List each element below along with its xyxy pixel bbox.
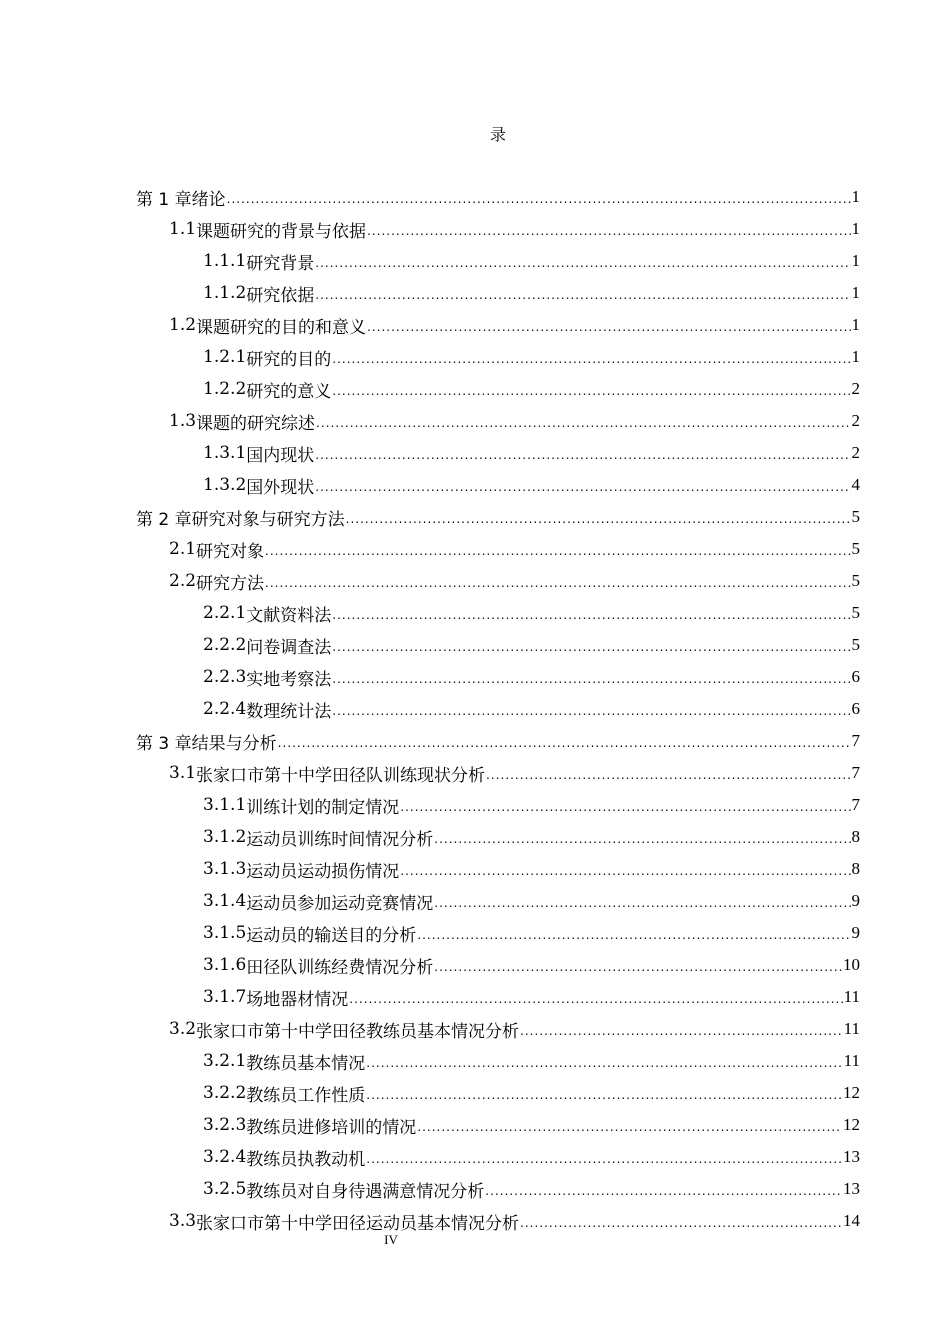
toc-entry[interactable]: [136, 693, 860, 725]
toc-entry-number: 2.2.2: [203, 635, 247, 655]
toc-entry-title: 运动员运动损伤情况: [246, 861, 400, 882]
toc-dot-leader: [520, 1024, 843, 1038]
toc-dot-leader: [265, 544, 850, 558]
toc-entry-title: 问卷调查法: [246, 637, 332, 658]
toc-entry[interactable]: [136, 533, 860, 565]
toc-dot-leader: [400, 800, 850, 814]
toc-entry[interactable]: [136, 757, 860, 789]
toc-dot-leader: [366, 1152, 842, 1166]
toc-entry-title: 课题研究的目的和意义: [196, 317, 367, 338]
toc-entry[interactable]: [136, 725, 860, 757]
toc-entry[interactable]: [136, 949, 860, 981]
toc-entry-number: 第 2 章: [136, 509, 192, 530]
toc-entry-page: 7: [851, 731, 860, 750]
toc-dot-leader: [265, 576, 850, 590]
toc-dot-leader: [366, 1088, 842, 1102]
toc-entry-number: 1.1.1: [203, 251, 247, 271]
toc-entry-number: 3.1: [169, 763, 197, 783]
toc-dot-leader: [332, 352, 850, 366]
toc-entry-title: 研究对象: [196, 541, 265, 562]
toc-entry-number: 3.2: [169, 1019, 197, 1039]
toc-entry-page: 8: [851, 859, 860, 878]
toc-entry[interactable]: [136, 917, 860, 949]
toc-dot-leader: [434, 832, 850, 846]
toc-dot-leader: [486, 768, 850, 782]
toc-entry-number: 3.2.3: [203, 1115, 247, 1135]
toc-entry-title: 田径队训练经费情况分析: [246, 957, 434, 978]
toc-entry-title: 研究对象与研究方法: [191, 509, 345, 530]
toc-entry-page: 12: [843, 1083, 860, 1102]
toc-entry[interactable]: [136, 277, 860, 309]
toc-entry-title: 张家口市第十中学田径教练员基本情况分析: [196, 1021, 520, 1042]
toc-entry-page: 11: [843, 1019, 860, 1038]
toc-entry[interactable]: [136, 501, 860, 533]
toc-entry-title: 研究方法: [196, 573, 265, 594]
toc-entry-page: 5: [851, 539, 860, 558]
toc-dot-leader: [417, 1120, 842, 1134]
toc-entry-title: 实地考察法: [246, 669, 332, 690]
toc-entry[interactable]: [136, 213, 860, 245]
toc-entry-number: 2.1: [169, 539, 197, 559]
toc-entry-number: 1.3.2: [203, 475, 247, 495]
toc-entry-title: 训练计划的制定情况: [246, 797, 400, 818]
toc-entry[interactable]: [136, 1013, 860, 1045]
toc-entry[interactable]: [136, 885, 860, 917]
toc-entry-title: 张家口市第十中学田径运动员基本情况分析: [196, 1213, 520, 1234]
toc-entry-number: 3.1.1: [203, 795, 247, 815]
toc-dot-leader: [332, 608, 850, 622]
toc-entry-page: 5: [851, 571, 860, 590]
toc-entry-number: 3.1.7: [203, 987, 247, 1007]
toc-entry[interactable]: [136, 373, 860, 405]
toc-entry-page: 11: [843, 1051, 860, 1070]
toc-entry[interactable]: [136, 309, 860, 341]
toc-entry-page: 6: [851, 667, 860, 686]
toc-entry-title: 研究的目的: [246, 349, 332, 370]
toc-entry-title: 研究依据: [246, 285, 315, 306]
toc-entry[interactable]: [136, 629, 860, 661]
toc-dot-leader: [278, 736, 851, 750]
toc-entry[interactable]: [136, 1109, 860, 1141]
toc-entry-number: 第 1 章: [136, 189, 192, 210]
toc-entry-page: 8: [851, 827, 860, 846]
toc-entry[interactable]: [136, 245, 860, 277]
toc-entry-page: 11: [843, 987, 860, 1006]
toc-entry-page: 5: [851, 507, 860, 526]
toc-entry-page: 9: [851, 891, 860, 910]
toc-entry[interactable]: [136, 981, 860, 1013]
toc-entry[interactable]: [136, 565, 860, 597]
toc-entry-number: 3.3: [169, 1211, 197, 1231]
toc-entry-page: 1: [851, 347, 860, 366]
toc-entry-page: 1: [851, 315, 860, 334]
toc-entry-number: 2.2.1: [203, 603, 247, 623]
toc-dot-leader: [315, 480, 850, 494]
toc-dot-leader: [417, 928, 850, 942]
toc-dot-leader: [367, 224, 850, 238]
toc-entry[interactable]: [136, 469, 860, 501]
toc-entry-title: 课题的研究综述: [196, 413, 316, 434]
toc-entry-page: 5: [851, 603, 860, 622]
toc-entry-title: 数理统计法: [246, 701, 332, 722]
toc-dot-leader: [315, 288, 850, 302]
toc-entry-page: 4: [851, 475, 860, 494]
toc-entry-number: 3.1.6: [203, 955, 247, 975]
toc-entry-page: 7: [851, 763, 860, 782]
toc-entry-number: 1.3: [169, 411, 197, 431]
toc-entry[interactable]: [136, 437, 860, 469]
toc-entry-title: 课题研究的背景与依据: [196, 221, 367, 242]
toc-entry-number: 1.2.2: [203, 379, 247, 399]
toc-entry[interactable]: [136, 341, 860, 373]
toc-entry-number: 3.1.4: [203, 891, 247, 911]
toc-entry-page: 5: [851, 635, 860, 654]
toc-entry-page: 13: [843, 1179, 860, 1198]
toc-entry-title: 教练员工作性质: [246, 1085, 366, 1106]
toc-dot-leader: [227, 192, 851, 206]
toc-entry[interactable]: [136, 1045, 860, 1077]
toc-entry-page: 2: [851, 411, 860, 430]
toc-entry-page: 1: [851, 283, 860, 302]
toc-entry[interactable]: [136, 181, 860, 213]
toc-entry-number: 1.1: [169, 219, 197, 239]
toc-dot-leader: [349, 992, 842, 1006]
toc-dot-leader: [434, 960, 842, 974]
toc-entry-number: 第 3 章: [136, 733, 192, 754]
toc-entry[interactable]: [136, 789, 860, 821]
toc-entry-page: 14: [843, 1211, 860, 1230]
toc-entry[interactable]: [136, 661, 860, 693]
toc-entry-title: 运动员训练时间情况分析: [246, 829, 434, 850]
toc-entry-page: 2: [851, 379, 860, 398]
toc-entry-page: 10: [843, 955, 860, 974]
toc-entry[interactable]: [136, 1173, 860, 1205]
toc-entry-title: 张家口市第十中学田径队训练现状分析: [196, 765, 486, 786]
toc-entry-page: 7: [851, 795, 860, 814]
toc-entry-page: 9: [851, 923, 860, 942]
toc-entry[interactable]: [136, 853, 860, 885]
toc-dot-leader: [366, 1056, 842, 1070]
toc-dot-leader: [332, 640, 850, 654]
toc-entry-page: 2: [851, 443, 860, 462]
toc-dot-leader: [332, 672, 850, 686]
toc-entry-number: 3.1.2: [203, 827, 247, 847]
toc-entry-number: 3.2.5: [203, 1179, 247, 1199]
toc-entry-title: 场地器材情况: [246, 989, 349, 1010]
toc-dot-leader: [332, 704, 850, 718]
toc-dot-leader: [315, 256, 850, 270]
toc-entry-title: 绪论: [191, 189, 226, 210]
toc-dot-leader: [434, 896, 850, 910]
toc-entry-title: 教练员基本情况: [246, 1053, 366, 1074]
toc-dot-leader: [315, 448, 850, 462]
toc-entry-number: 1.2: [169, 315, 197, 335]
page-number-footer: IV: [384, 1232, 398, 1247]
toc-dot-leader: [367, 320, 850, 334]
toc-dot-leader: [346, 512, 851, 526]
toc-entry[interactable]: [136, 405, 860, 437]
toc-entry-title: 文献资料法: [246, 605, 332, 626]
toc-entry-number: 1.3.1: [203, 443, 247, 463]
toc-dot-leader: [520, 1216, 842, 1230]
toc-title: 录: [489, 125, 506, 144]
toc-entry-number: 3.2.1: [203, 1051, 247, 1071]
toc-entry-title: 教练员进修培训的情况: [246, 1117, 417, 1138]
toc-entry-number: 3.2.4: [203, 1147, 247, 1167]
toc-entry-page: 1: [851, 187, 860, 206]
toc-entry-title: 研究背景: [246, 253, 315, 274]
toc-dot-leader: [332, 384, 850, 398]
toc-entry-number: 2.2.3: [203, 667, 247, 687]
toc-entry[interactable]: [136, 597, 860, 629]
table-of-contents: [136, 181, 860, 1237]
toc-entry-title: 教练员执教动机: [246, 1149, 366, 1170]
toc-entry-title: 运动员的输送目的分析: [246, 925, 417, 946]
toc-entry-title: 运动员参加运动竞赛情况: [246, 893, 434, 914]
toc-entry-page: 6: [851, 699, 860, 718]
toc-entry-title: 结果与分析: [191, 733, 277, 754]
toc-entry-page: 1: [851, 251, 860, 270]
toc-entry-page: 1: [851, 219, 860, 238]
toc-entry-number: 1.1.2: [203, 283, 247, 303]
toc-entry-number: 2.2: [169, 571, 197, 591]
toc-entry-number: 3.1.5: [203, 923, 247, 943]
toc-entry-title: 国外现状: [246, 477, 315, 498]
toc-entry-page: 12: [843, 1115, 860, 1134]
toc-entry[interactable]: [136, 821, 860, 853]
toc-dot-leader: [316, 416, 850, 430]
toc-entry-title: 教练员对自身待遇满意情况分析: [246, 1181, 485, 1202]
toc-entry-page: 13: [843, 1147, 860, 1166]
toc-entry-title: 研究的意义: [246, 381, 332, 402]
toc-dot-leader: [400, 864, 850, 878]
toc-dot-leader: [485, 1184, 842, 1198]
toc-entry-title: 国内现状: [246, 445, 315, 466]
toc-entry-number: 3.2.2: [203, 1083, 247, 1103]
toc-entry-number: 1.2.1: [203, 347, 247, 367]
toc-entry[interactable]: [136, 1077, 860, 1109]
toc-entry-number: 2.2.4: [203, 699, 247, 719]
toc-entry-number: 3.1.3: [203, 859, 247, 879]
toc-entry[interactable]: [136, 1141, 860, 1173]
